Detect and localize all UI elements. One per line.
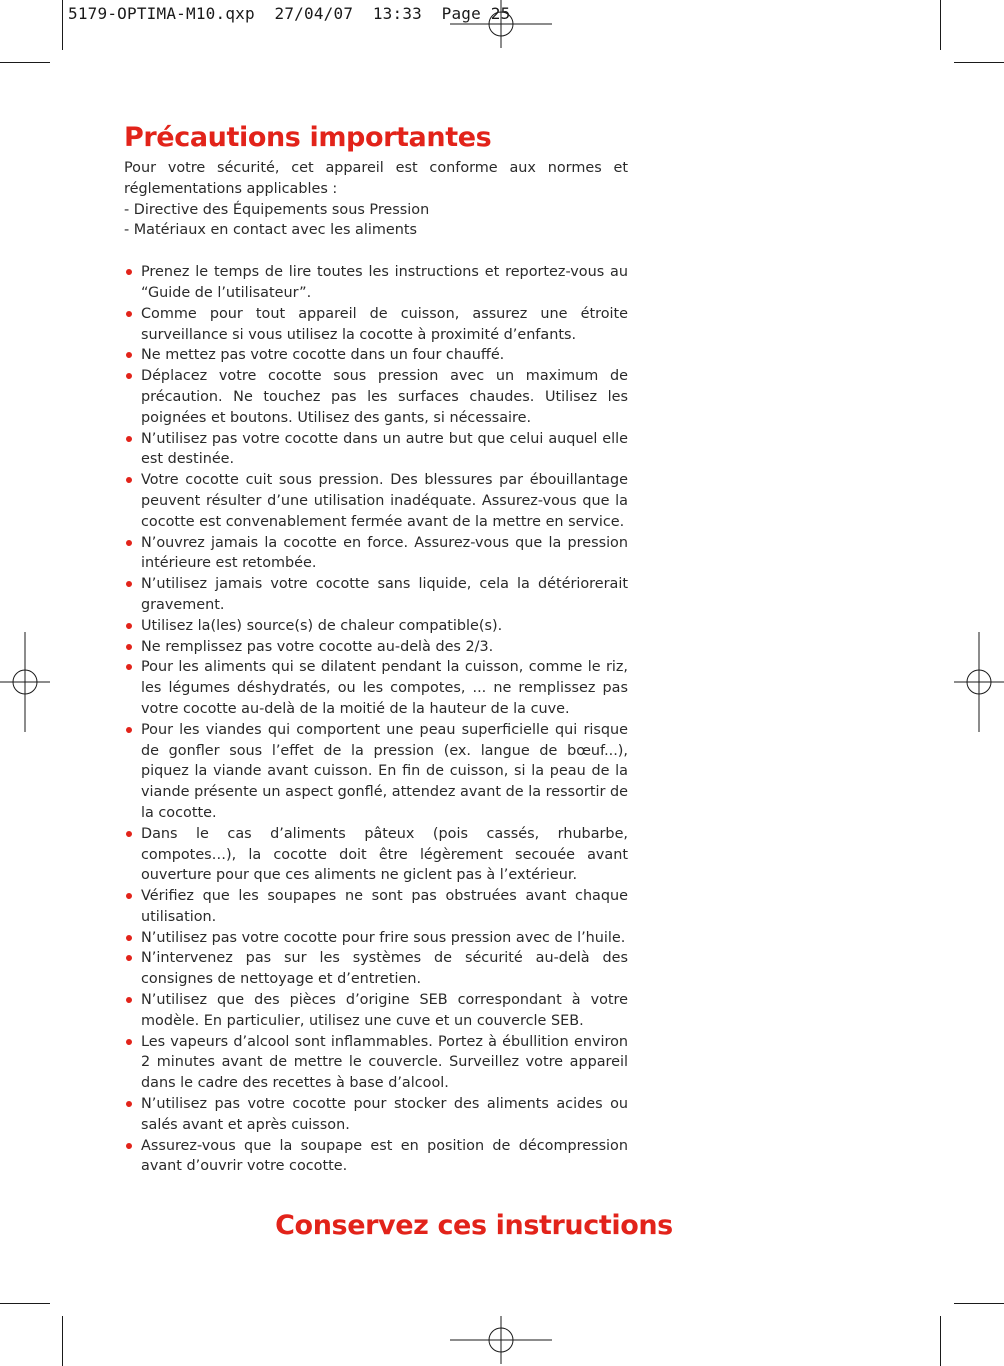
precaution-item	[124, 304, 628, 346]
bullet-icon	[126, 727, 132, 733]
precaution-item	[124, 990, 628, 1032]
precaution-item	[124, 1136, 628, 1178]
precaution-item	[124, 824, 628, 886]
crop-mark-bottom-right-vertical	[940, 1316, 941, 1366]
crop-mark-bottom-left-vertical	[62, 1316, 63, 1366]
precaution-text: Comme pour tout appareil de cuisson, assurez une étroite surveillance si vous utilisez la cocotte à proximité d’enfants.	[141, 305, 628, 343]
bullet-icon	[126, 352, 132, 358]
intro-paragraph: Pour votre sécurité, cet appareil est conforme aux normes et réglementations applicables :	[124, 160, 628, 197]
crop-mark-top-right-horizontal	[954, 62, 1004, 63]
precaution-text: N’ouvrez jamais la cocotte en force. Assurez-vous que la pression intérieure est retombée.	[141, 534, 628, 572]
intro	[124, 158, 628, 241]
precaution-text: Ne remplissez pas votre cocotte au-delà des 2/3.	[141, 638, 494, 655]
page-title: Précautions importantes	[124, 122, 492, 153]
precaution-item	[124, 637, 628, 658]
precaution-text: Ne mettez pas votre cocotte dans un four chauffé.	[141, 347, 505, 364]
registration-mark-left	[0, 632, 50, 732]
bullet-icon	[126, 373, 132, 379]
crop-mark-top-right-vertical	[940, 0, 941, 50]
precaution-text: Pour les viandes qui comportent une peau superficielle qui risque de gonfler sous l’effet de la pression (ex. langue de bœuf...), piquez la viande avant cuisson. En fin de cuisson, si la peau de la viande présente un aspect gonflé, attendez avant de la ressortir de la cocotte.	[141, 721, 628, 821]
precaution-item	[124, 533, 628, 575]
bullet-icon	[126, 436, 132, 442]
precaution-item	[124, 574, 628, 616]
precaution-item	[124, 948, 628, 990]
precaution-text: Dans le cas d’aliments pâteux (pois cassés, rhubarbe, compotes…), la cocotte doit être légèrement secouée avant ouverture pour que ces aliments ne giclent pas à l’extérieur.	[141, 825, 628, 884]
precaution-item	[124, 345, 628, 366]
bullet-icon	[126, 1143, 132, 1149]
registration-mark-top	[450, 0, 552, 48]
crop-mark-top-left-horizontal	[0, 62, 50, 63]
precaution-text: Déplacez votre cocotte sous pression avec un maximum de précaution. Ne touchez pas les surfaces chaudes. Utilisez les poignées et boutons. Utilisez des gants, si nécessaire.	[141, 368, 628, 426]
bullet-icon	[126, 831, 132, 837]
precaution-text: Les vapeurs d’alcool sont inflammables. Portez à ébullition environ 2 minutes avant de mettre le couvercle. Surveillez votre appareil dans le cadre des recettes à base d’alcool.	[141, 1033, 628, 1092]
precaution-item	[124, 616, 628, 637]
directive-item: - Directive des Équipements sous Pression	[124, 201, 430, 218]
precaution-text: Utilisez la(les) source(s) de chaleur compatible(s).	[141, 617, 503, 634]
registration-mark-right	[954, 632, 1004, 732]
precaution-item	[124, 928, 628, 949]
bullet-icon	[126, 1039, 132, 1045]
bullet-icon	[126, 269, 132, 275]
print-slug: 5179-OPTIMA-M10.qxp 27/04/07 13:33 Page 25	[68, 4, 511, 23]
precaution-text: Vérifiez que les soupapes ne sont pas obstruées avant chaque utilisation.	[141, 888, 628, 925]
closing-heading-text: Conservez ces instructions	[275, 1210, 673, 1241]
precaution-text: N’intervenez pas sur les systèmes de sécurité au-delà des consignes de nettoyage et d’entretien.	[141, 950, 628, 988]
registration-mark-bottom	[450, 1316, 552, 1364]
bullet-icon	[126, 955, 132, 961]
bullet-icon	[126, 664, 132, 670]
closing-heading	[0, 1206, 751, 1246]
precaution-item	[124, 1032, 628, 1094]
bullet-icon	[126, 893, 132, 899]
crop-mark-top-left-vertical	[62, 0, 63, 50]
precautions-list	[124, 262, 628, 1177]
bullet-icon	[126, 644, 132, 650]
precaution-text: N’utilisez que des pièces d’origine SEB correspondant à votre modèle. En particulier, utilisez une cuve et un couvercle SEB.	[141, 992, 628, 1029]
bullet-icon	[126, 623, 132, 629]
precaution-item	[124, 886, 628, 928]
precaution-text: Prenez le temps de lire toutes les instructions et reportez-vous au “Guide de l’utilisateur”.	[141, 264, 628, 301]
precaution-text: Assurez-vous que la soupape est en position de décompression avant d’ouvrir votre cocotte.	[141, 1137, 628, 1175]
crop-mark-bottom-right-horizontal	[954, 1303, 1004, 1304]
bullet-icon	[126, 1101, 132, 1107]
page-content	[124, 118, 628, 1177]
precaution-item	[124, 470, 628, 532]
precaution-text: N’utilisez pas votre cocotte pour frire sous pression avec de l’huile.	[141, 929, 626, 946]
precaution-text: N’utilisez pas votre cocotte pour stocker des aliments acides ou salés avant et après cuisson.	[141, 1096, 628, 1133]
directive-item: - Matériaux en contact avec les aliments	[124, 222, 417, 239]
bullet-icon	[126, 477, 132, 483]
precaution-item	[124, 262, 628, 304]
precaution-text: N’utilisez jamais votre cocotte sans liquide, cela la détériorerait gravement.	[141, 576, 628, 613]
precaution-item	[124, 657, 628, 719]
precaution-text: Pour les aliments qui se dilatent pendant la cuisson, comme le riz, les légumes déshydratés, ou les compotes, ... ne remplissez pas votre cocotte au-delà de la moitié de la hauteur de la cuve.	[141, 659, 628, 717]
bullet-icon	[126, 540, 132, 546]
crop-mark-bottom-left-horizontal	[0, 1303, 50, 1304]
bullet-icon	[126, 935, 132, 941]
precaution-item	[124, 1094, 628, 1136]
precaution-item	[124, 429, 628, 471]
bullet-icon	[126, 997, 132, 1003]
bullet-icon	[126, 581, 132, 587]
precaution-text: Votre cocotte cuit sous pression. Des blessures par ébouillantage peuvent résulter d’une utilisation inadéquate. Assurez-vous que la cocotte est convenablement fermée avant de la mettre en service.	[141, 472, 628, 530]
precaution-item	[124, 366, 628, 428]
precaution-text: N’utilisez pas votre cocotte dans un autre but que celui auquel elle est destinée.	[141, 430, 628, 468]
bullet-icon	[126, 311, 132, 317]
precaution-item	[124, 720, 628, 824]
